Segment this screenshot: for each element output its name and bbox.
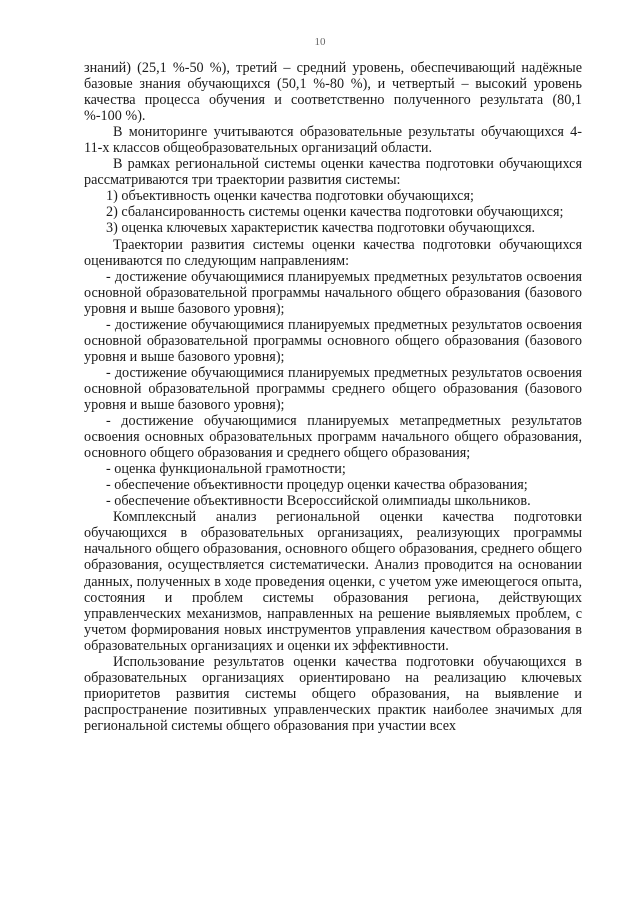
list-item-dash-3: - достижение обучающимися планируемых предметных результатов освоения основной образовательной программы среднего общего образования (базового уровня и выше базового уровня); <box>84 364 582 413</box>
list-item-dash-7: - обеспечение объективности Всероссийской олимпиады школьников. <box>106 493 531 510</box>
paragraph-1: знаний) (25,1 %-50 %), третий – средний уровень, обеспечивающий надёжные базовые знания обучающихся (50,1 %-80 %), и четвертый – высокий уровень качества процесса обучения и соответственно полученного результата (80,1 %-100 %). <box>84 60 582 125</box>
list-item-dash-5: - оценка функциональной грамотности; <box>106 461 346 478</box>
list-item-2: 2) сбалансированность системы оценки качества подготовки обучающихся; <box>106 204 564 221</box>
document-body <box>84 60 582 734</box>
paragraph-5: Комплексный анализ региональной оценки качества подготовки обучающихся в образовательных организациях, реализующих программы начального общего образования, основного общего образования, среднего общего образования, осуществляется систематически. Анализ проводится на основании данных, полученных в ходе проведения оценки, с учетом уже имеющегося опыта, состояния и проблем системы образования региона, действующих управленческих механизмов, направленных на решение выявляемых проблем, с учетом формирования новых инструментов управления качеством образования в образовательных организациях и оценки их эффективности. <box>84 509 582 654</box>
paragraph-3: В рамках региональной системы оценки качества подготовки обучающихся рассматриваются три траектории развития системы: <box>84 156 582 189</box>
paragraph-4: Траектории развития системы оценки качества подготовки обучающихся оцениваются по следующим направлениям: <box>84 236 582 269</box>
list-item-dash-2: - достижение обучающимися планируемых предметных результатов освоения основной образовательной программы основного общего образования (базового уровня и выше базового уровня); <box>84 316 582 365</box>
list-item-3: 3) оценка ключевых характеристик качества подготовки обучающихся. <box>106 220 536 237</box>
list-item-dash-4: - достижение обучающимися планируемых метапредметных результатов освоения основных образовательных программ начального общего образования, основного общего образования и среднего общего образования; <box>84 413 582 462</box>
list-item-1: 1) объективность оценки качества подготовки обучающихся; <box>106 188 474 205</box>
list-item-dash-1: - достижение обучающимися планируемых предметных результатов освоения основной образовательной программы начального общего образования (базового уровня и выше базового уровня); <box>84 268 582 317</box>
paragraph-6: Использование результатов оценки качества подготовки обучающихся в образовательных организациях ориентировано на реализацию ключевых приоритетов развития системы общего образования, на выявление и распространение позитивных управленческих практик наиболее значимых для региональной системы общего образования при участии всех <box>84 653 582 734</box>
paragraph-2: В мониторинге учитываются образовательные результаты обучающихся 4-11-х классов общеобразовательных организаций области. <box>84 124 582 157</box>
list-item-dash-6: - обеспечение объективности процедур оценки качества образования; <box>106 477 528 494</box>
page-number: 10 <box>314 36 326 48</box>
